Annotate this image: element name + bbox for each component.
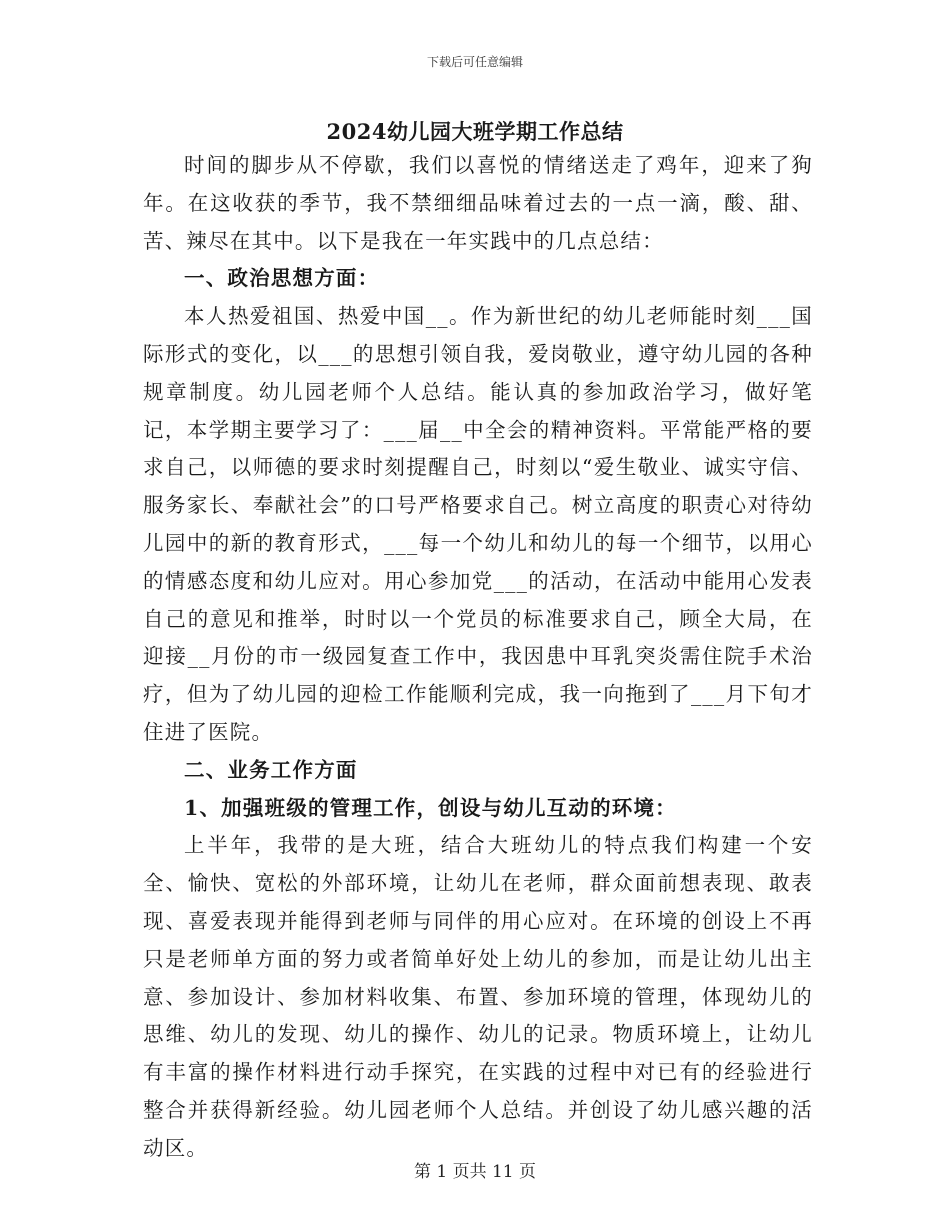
header-note: 下载后可任意编辑 bbox=[426, 55, 523, 69]
document-title: 2024幼儿园大班学期工作总结 bbox=[326, 119, 624, 144]
subsection-heading-class-management: 1、加强班级的管理工作，创设与幼儿互动的环境： bbox=[184, 795, 677, 820]
section-heading-work: 二、业务工作方面 bbox=[184, 757, 358, 782]
politics-paragraph: 本人热爱祖国、热爱中国__。作为新世纪的幼儿老师能时刻___国际形式的变化，以___的思想引领自我，爱岗敬业，遵守幼儿园的各种规章制度。幼儿园老师个人总结。能认真的参加政治学习，做好笔记，本学期主要学习了：___届__中全会的精神资料。平常能严格的要求自己，以师德的要求时刻提醒自己，时刻以“爱生敬业、诚实守信、服务家长、奉献社会”的口号严格要求自己。树立高度的职责心对待幼儿园中的新的教育形式，___每一个幼儿和幼儿的每一个细节，以用心的情感态度和幼儿应对。用心参加党___的活动，在活动中能用心发表自己的意见和推举，时时以一个党员的标准要求自己，顾全大局，在迎接__月份的市一级园复查工作中，我因患中耳乳突炎需住院手术治疗，但为了幼儿园的迎检工作能顺利完成，我一向拖到了___月下旬才住进了医院。 bbox=[143, 304, 813, 744]
section-heading-politics: 一、政治思想方面： bbox=[184, 266, 380, 291]
class-management-paragraph: 上半年，我带的是大班，结合大班幼儿的特点我们构建一个安全、愉快、宽松的外部环境，让幼儿在老师，群众面前想表现、敢表现、喜爱表现并能得到老师与同伴的用心应对。在环境的创设上不再只是老师单方面的努力或者简单好处上幼儿的参加，而是让幼儿出主意、参加设计、参加材料收集、布置、参加环境的管理，体现幼儿的思维、幼儿的发现、幼儿的操作、幼儿的记录。物质环境上，让幼儿有丰富的操作材料进行动手探究，在实践的过程中对已有的经验进行整合并获得新经验。幼儿园老师个人总结。并创设了幼儿感兴趣的活动区。 bbox=[143, 833, 813, 1160]
document-body bbox=[143, 147, 813, 1168]
page-number: 第 1 页共 11 页 bbox=[413, 1162, 537, 1182]
intro-paragraph: 时间的脚步从不停歇，我们以喜悦的情绪送走了鸡年，迎来了狗年。在这收获的季节，我不禁细细品味着过去的一点一滴，酸、甜、苦、辣尽在其中。以下是我在一年实践中的几点总结： bbox=[143, 153, 813, 253]
